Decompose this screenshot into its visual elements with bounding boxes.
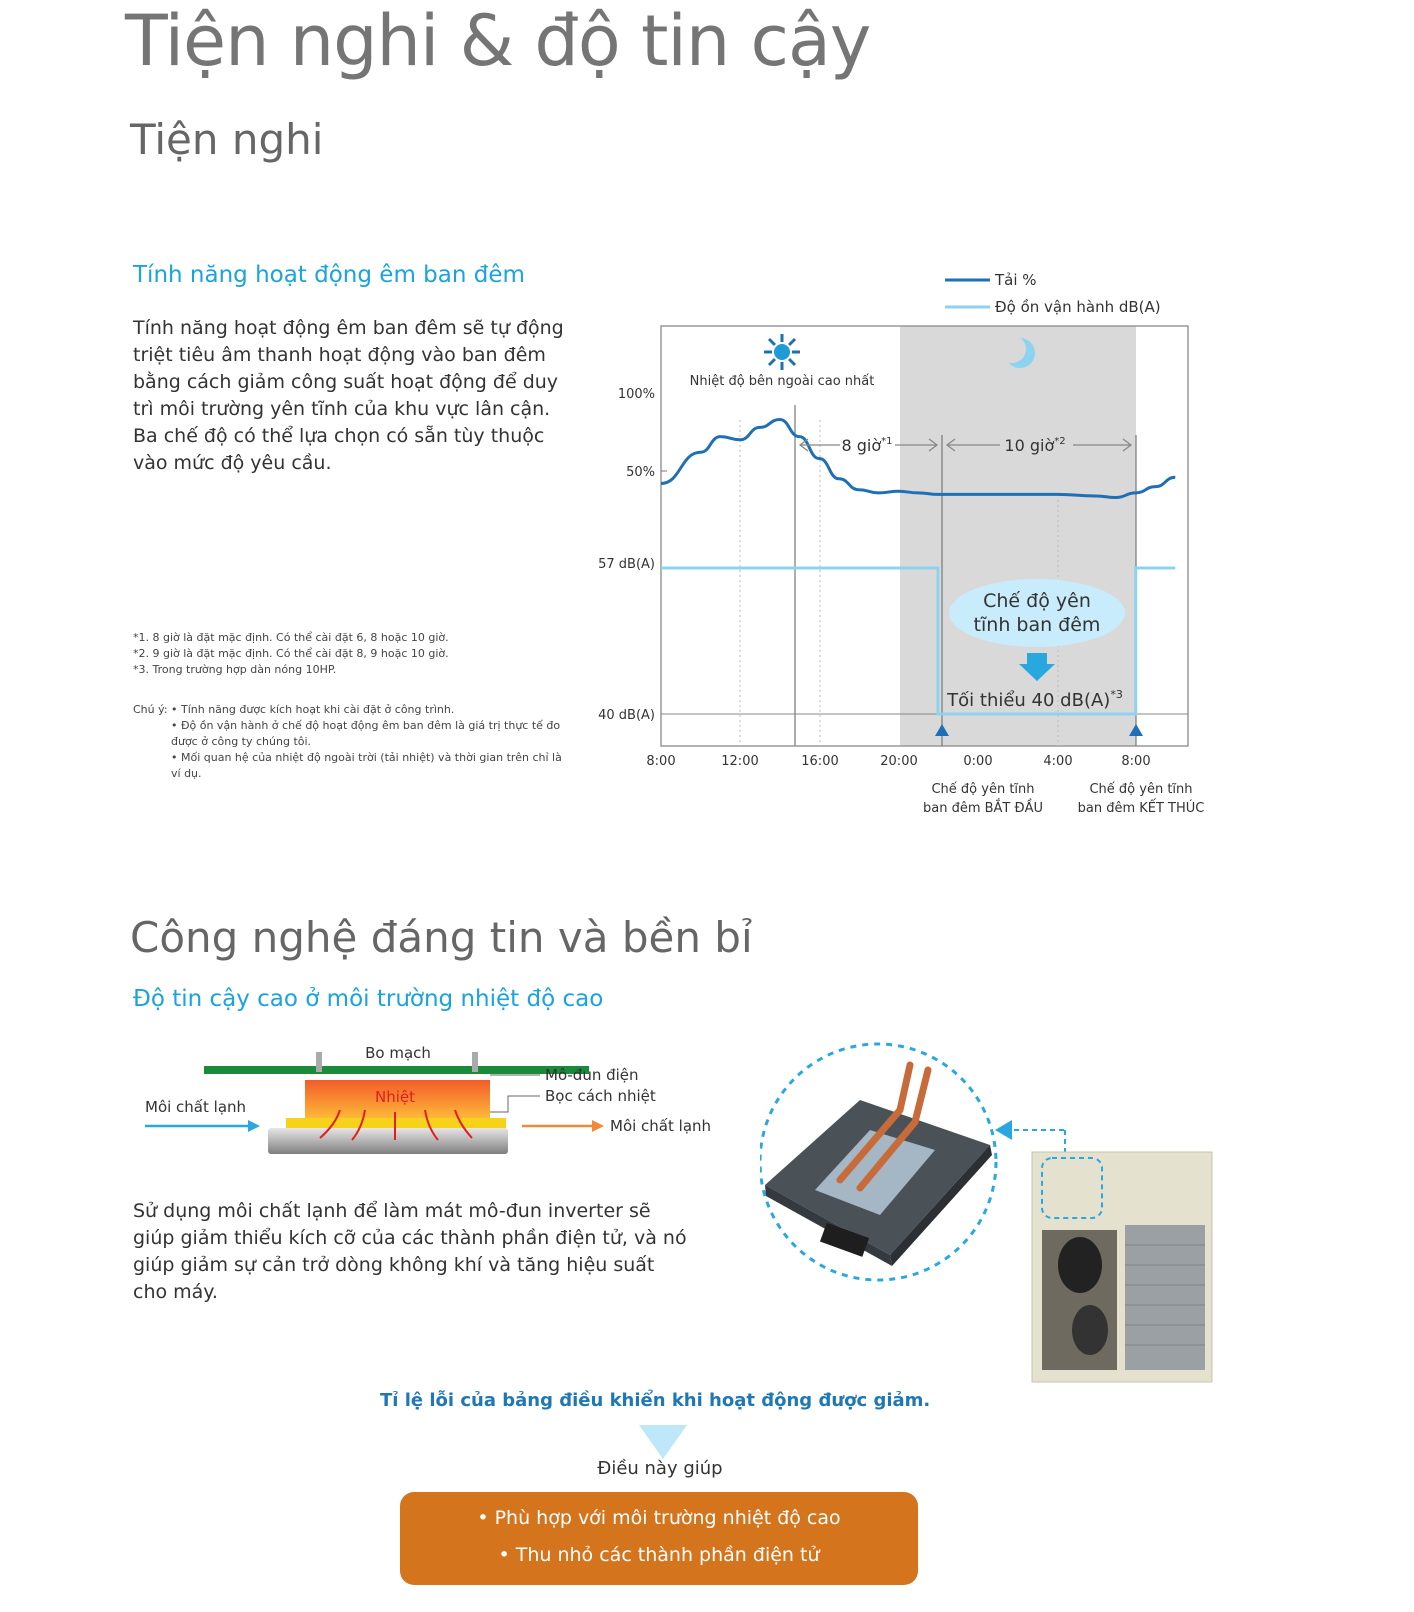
span1-text: 8 giờ — [841, 436, 882, 455]
end-label-1: Chế độ yên tĩnh — [1089, 782, 1193, 797]
refrigerant-out-arrowhead — [592, 1120, 604, 1132]
compressor — [1058, 1237, 1102, 1293]
x-axis-labels — [646, 754, 1150, 769]
board-pin — [472, 1052, 478, 1072]
zoom-arrow-icon — [995, 1120, 1012, 1140]
down-triangle-icon — [639, 1425, 687, 1459]
leader-line — [490, 1096, 540, 1112]
x-tick-label: 8:00 — [646, 754, 676, 769]
end-label-2: ban đêm KẾT THÚC — [1077, 801, 1205, 816]
benefits-box — [400, 1492, 918, 1585]
x-tick-label: 12:00 — [721, 754, 759, 769]
legend-label-noise: Độ ồn vận hành dB(A) — [995, 298, 1161, 316]
min-noise-label — [946, 688, 1123, 711]
note-2: • Độ ồn vận hành ở chế độ hoạt động êm ban đêm là giá trị thực tế đo được ở công ty chúng tôi. — [171, 719, 561, 748]
footnote-1: *1. 8 giờ là đặt mặc định. Có thể cài đặt 6, 8 hoặc 10 giờ. — [133, 631, 449, 644]
legend-label-load: Tải % — [995, 271, 1037, 289]
reliability-description: Sử dụng môi chất lạnh để làm mát mô-đun inverter sẽ giúp giảm thiểu kích cỡ của các thành phần điện tử, và nó giúp giảm sự cản trở dòng không khí và tăng hiệu suất cho máy. — [133, 1200, 687, 1303]
bubble-line-1: Chế độ yên — [983, 590, 1091, 612]
night-mode-chart — [595, 270, 1235, 830]
span1-label — [841, 436, 892, 455]
board-label: Bo mạch — [365, 1044, 431, 1063]
footnotes — [133, 630, 553, 678]
night-band — [900, 326, 1136, 746]
section-title-reliability: Công nghệ đáng tin và bền bỉ — [130, 913, 753, 962]
footnote-3: *3. Trong trường hợp dàn nóng 10HP. — [133, 663, 337, 676]
note-label: Chú ý: — [133, 703, 168, 716]
y-label-50: 50% — [626, 465, 655, 480]
note-3: • Mối quan hệ của nhiệt độ ngoài trời (tải nhiệt) và thời gian trên chỉ là ví dụ. — [171, 751, 562, 780]
board-pin — [316, 1052, 322, 1072]
footnote-2: *2. 9 giờ là đặt mặc định. Có thể cài đặt 8, 9 hoặc 10 giờ. — [133, 647, 449, 660]
circuit-board — [204, 1066, 589, 1074]
heat-label: Nhiệt — [374, 1088, 416, 1106]
compressor — [1072, 1305, 1108, 1355]
heat-exchanger — [1125, 1225, 1205, 1370]
y-label-100: 100% — [617, 387, 655, 402]
night-mode-paragraph-2: Ba chế độ có thể lựa chọn có sẵn tùy thuộc vào mức độ yêu cầu. — [133, 425, 545, 474]
section-title-comfort: Tiện nghi — [130, 115, 324, 164]
y-label-40db: 40 dB(A) — [598, 708, 655, 723]
mode-start-end-labels — [923, 782, 1204, 816]
refrigerant-in-arrowhead — [248, 1120, 260, 1132]
benefit-item: • Thu nhỏ các thành phần điện tử — [498, 1544, 820, 1566]
module-label: Mô-đun điện — [545, 1066, 639, 1084]
x-tick-label: 0:00 — [963, 754, 993, 769]
bubble-line-2: tĩnh ban đêm — [973, 614, 1101, 636]
min-note: *3 — [1110, 688, 1123, 701]
sun-icon — [764, 334, 800, 370]
span2-text: 10 giờ — [1004, 436, 1055, 455]
span2-note: *2 — [1054, 436, 1066, 447]
helps-label: Điều này giúp — [597, 1458, 723, 1479]
insulation-label: Bọc cách nhiệt — [545, 1087, 656, 1105]
failure-rate-statement: Tỉ lệ lỗi của bảng điều khiển khi hoạt động được giảm. — [380, 1390, 931, 1411]
x-tick-label: 8:00 — [1121, 754, 1151, 769]
peak-label-text: Nhiệt độ bên ngoài cao nhất — [689, 374, 875, 389]
x-tick-label: 16:00 — [801, 754, 839, 769]
peak-label — [690, 374, 875, 389]
note-1: • Tính năng được kích hoạt khi cài đặt ở công trình. — [171, 703, 455, 716]
min-text: Tối thiểu 40 dB(A) — [947, 690, 1111, 711]
night-mode-paragraph-1: Tính năng hoạt động êm ban đêm sẽ tự động triệt tiêu âm thanh hoạt động vào ban đêm bằng cách giảm công suất hoạt động để duy trì môi trường yên tĩnh của khu vực lân cận. — [133, 317, 564, 420]
y-label-57db: 57 dB(A) — [598, 557, 655, 572]
night-mode-description — [133, 315, 583, 477]
start-label-2: ban đêm BẮT ĐẦU — [922, 801, 1044, 816]
reliability-heading: Độ tin cậy cao ở môi trường nhiệt độ cao — [133, 986, 604, 1012]
start-label-1: Chế độ yên tĩnh — [931, 782, 1035, 797]
refrigerant-pipe — [268, 1128, 508, 1154]
x-tick-label: 20:00 — [880, 754, 918, 769]
refrigerant-out-label: Môi chất lạnh — [610, 1117, 712, 1135]
benefit-item: • Phù hợp với môi trường nhiệt độ cao — [477, 1507, 841, 1529]
span1-note: *1 — [881, 436, 893, 447]
refrigerant-cooling-diagram — [140, 1040, 730, 1160]
inverter-module-illustration — [760, 1040, 1240, 1390]
notes — [133, 702, 563, 782]
refrigerant-in-label: Môi chất lạnh — [145, 1098, 247, 1116]
night-mode-heading: Tính năng hoạt động êm ban đêm — [133, 262, 525, 288]
page-title: Tiện nghi & độ tin cậy — [125, 0, 871, 82]
x-tick-label: 4:00 — [1043, 754, 1073, 769]
